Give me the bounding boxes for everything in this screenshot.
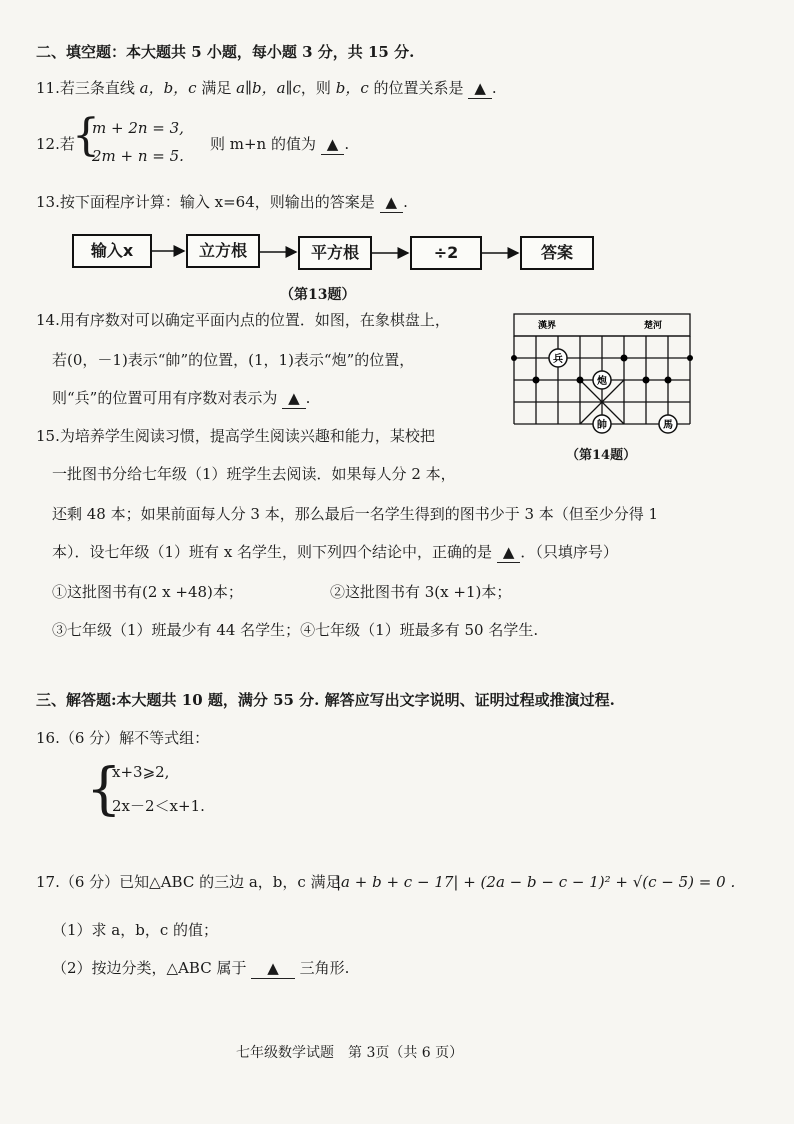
- flow-box-input: 输入x: [72, 234, 152, 268]
- board-dot: [577, 377, 584, 384]
- q14-caption: （第14题）: [566, 448, 637, 463]
- q11-text-1: 11.若三条直线: [36, 79, 135, 97]
- board-dot: [533, 377, 540, 384]
- page-footer: 七年级数学试题 第 3页（共 6 页）: [236, 1045, 464, 1061]
- q14-line-2: 若(0，－1)表示“帥”的位置，(1，1)表示“炮”的位置，: [52, 351, 415, 369]
- q17-sub2-text: （2）按边分类，△ABC 属于: [52, 959, 247, 977]
- section3-header: 三、解答题:本大题共 10 题，满分 55 分. 解答应写出文字说明、证明过程或推演过程.: [36, 691, 615, 709]
- q15-text: 本）．设七年级（1）班有 x 名学生，则下列四个结论中，正确的是: [52, 543, 493, 561]
- board-dot: [687, 355, 693, 361]
- river-label-left: 漢界: [538, 321, 557, 331]
- q11-text-2: 满足: [201, 79, 232, 97]
- q17-formula: |a + b + c − 17| + (2a − b − c − 1)² + √(c − 5) = 0 .: [336, 873, 736, 891]
- q13-caption: （第13题）: [280, 287, 356, 303]
- flow-box-cube-root: 立方根: [186, 234, 260, 268]
- q11-vars: a，b，c: [139, 79, 197, 97]
- board-dot: [665, 377, 672, 384]
- river-label-right: 楚河: [644, 321, 663, 331]
- flow-box-divide: ÷2: [410, 236, 482, 270]
- q16-brace: {: [86, 757, 122, 822]
- piece-horse-label: 馬: [663, 420, 673, 431]
- q12-number: 12.若: [36, 135, 75, 153]
- q12-equation-1: m + 2n = 3,: [92, 119, 184, 137]
- q17-sub2-end: 三角形.: [299, 959, 350, 977]
- q15-line-1: 15.为培养学生阅读习惯，提高学生阅读兴趣和能力，某校把: [36, 427, 435, 445]
- q11-text-4: 的位置关系是: [373, 79, 464, 97]
- q11-relations: a∥b，a∥c: [236, 79, 301, 97]
- q16-inequality-1: x+3⩾2,: [112, 763, 170, 781]
- q17-text: 17.（6 分）已知△ABC 的三边 a，b，c 满足: [36, 873, 341, 891]
- q13-answer-blank[interactable]: ▲: [380, 192, 404, 213]
- q15-line-4: [52, 542, 618, 563]
- q14-end: .: [305, 389, 311, 407]
- board-dot: [511, 355, 517, 361]
- q15-line-3: 还剩 48 本；如果前面每人分 3 本，那么最后一名学生得到的图书少于 3 本（但至少分得 1: [52, 505, 659, 523]
- q11-answer-blank[interactable]: ▲: [468, 78, 492, 99]
- flowchart-arrows: [0, 0, 794, 300]
- q14-line-3: [52, 388, 310, 409]
- q16-text: 16.（6 分）解不等式组：: [36, 729, 210, 747]
- q11-vars2: b，c: [335, 79, 369, 97]
- piece-general-label: 帥: [597, 420, 607, 431]
- q13-text: 13.按下面程序计算：输入 x=64，则输出的答案是: [36, 193, 375, 211]
- q14-line-1: 14.用有序数对可以确定平面内点的位置．如图，在象棋盘上，: [36, 311, 450, 329]
- q12-text: 则 m+n 的值为: [210, 135, 316, 153]
- q12-equation-2: 2m + n = 5.: [92, 147, 184, 165]
- q15-answer-blank[interactable]: ▲: [497, 542, 521, 563]
- section2-header: 二、填空题：本大题共 5 小题，每小题 3 分，共 15 分.: [36, 43, 415, 61]
- q13-end: .: [403, 193, 408, 211]
- piece-cannon-label: 炮: [597, 376, 607, 387]
- flow-box-square-root: 平方根: [298, 236, 372, 270]
- q11-text-3: ，则: [300, 79, 331, 97]
- q15-options-3-4: ③七年级（1）班最少有 44 名学生；④七年级（1）班最多有 50 名学生.: [52, 621, 539, 639]
- q17-sub-2: [52, 958, 349, 979]
- q16-inequality-2: 2x－2＜x+1.: [112, 797, 205, 815]
- q17-sub-1: （1）求 a，b，c 的值；: [52, 921, 219, 939]
- q14-text: 则“兵”的位置可用有序数对表示为: [52, 389, 278, 407]
- board-dot: [643, 377, 650, 384]
- q15-option-2: ②这批图书有 3(x +1)本；: [330, 583, 512, 601]
- q15-option-1: ①这批图书有(2 x +48)本；: [52, 583, 243, 601]
- q12-answer-blank[interactable]: ▲: [321, 134, 345, 155]
- q12-brace: {: [72, 110, 100, 161]
- board-dot: [621, 355, 628, 362]
- chess-board-figure: [508, 310, 698, 434]
- q17-answer-blank[interactable]: ▲: [251, 958, 295, 979]
- q15-line-2: 一批图书分给七年级（1）班学生去阅读．如果每人分 2 本，: [52, 465, 456, 483]
- q12-end: .: [344, 135, 350, 153]
- flow-box-answer: 答案: [520, 236, 594, 270]
- q11-end: .: [491, 79, 497, 97]
- q14-answer-blank[interactable]: ▲: [282, 388, 306, 409]
- piece-soldier-label: 兵: [553, 354, 563, 365]
- q15-text-end: ．（只填序号）: [520, 543, 618, 561]
